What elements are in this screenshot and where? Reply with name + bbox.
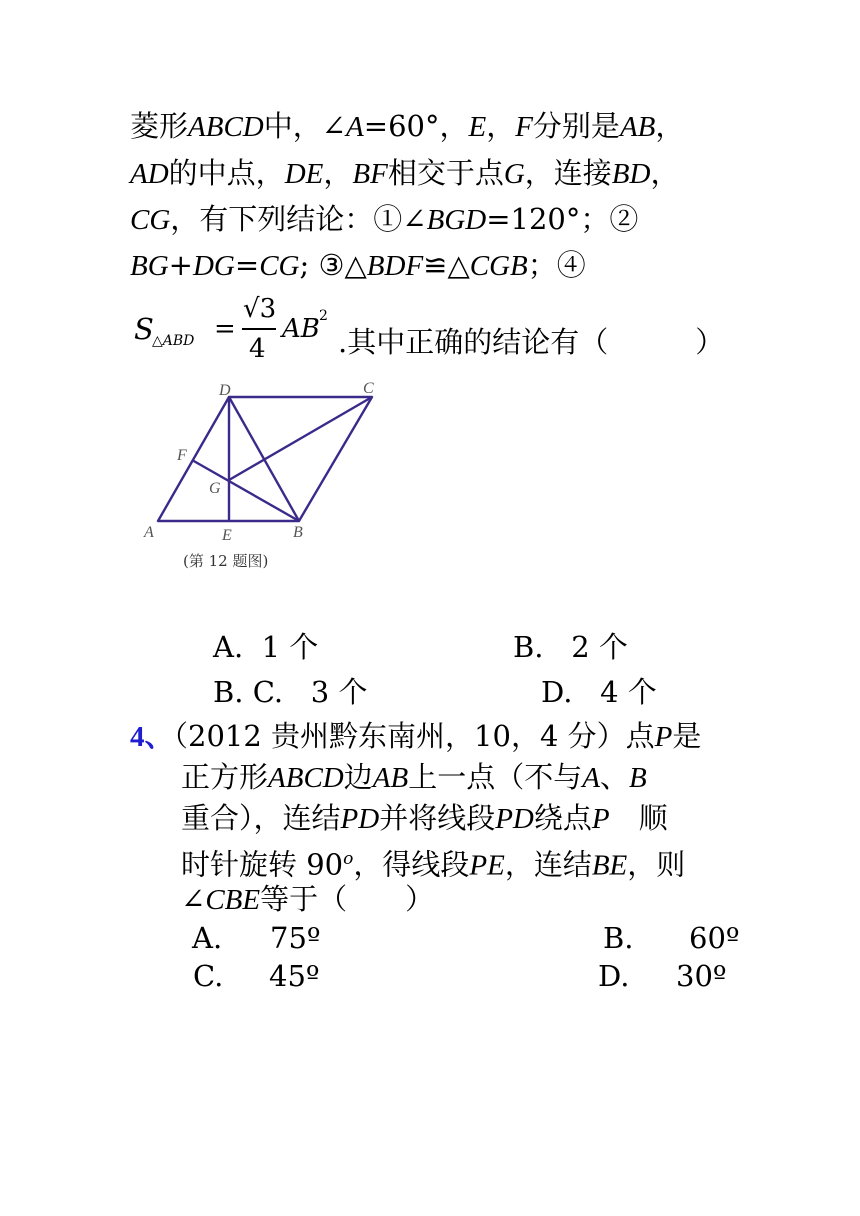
label-c: C <box>363 380 374 397</box>
label-f: F <box>177 447 187 464</box>
formula-equals: = <box>214 314 236 344</box>
figure-caption: (第 12 题图) <box>183 552 269 570</box>
q3-line-1: 菱形ABCD中，∠A=60°，E，F分别是AB， <box>130 109 685 143</box>
formula-ab: AB <box>282 314 320 344</box>
q4-line-1: 4、（2012 贵州黔东南州，10，4 分）点P是 <box>130 719 702 753</box>
q4-line-2: 正方形ABCD边AB上一点（不与A、B <box>181 760 647 794</box>
q4-option-d: D. <box>598 959 630 993</box>
q4-option-c: C. <box>193 959 224 993</box>
q4-option-c-value: 45º <box>269 959 320 993</box>
label-d: D <box>219 382 231 399</box>
formula-numerator: √3 <box>243 294 277 324</box>
formula-s: S <box>134 312 154 346</box>
q4-line-3: 重合），连结PD并将线段PD绕点P 顺 <box>181 801 668 835</box>
q3-option-b: B. 2 个 <box>513 630 628 664</box>
segment-cg <box>229 397 372 480</box>
q3-line-4: BG+DG=CG; ③△BDF≌△CGB；④ <box>130 248 586 282</box>
q3-line-2: AD的中点，DE，BF相交于点G，连接BD， <box>130 156 680 190</box>
formula-subscript: △ABD <box>152 333 195 349</box>
rhombus-figure <box>140 376 390 546</box>
q4-option-a: A. <box>192 921 223 955</box>
q3-option-a: A. 1 个 <box>213 630 319 664</box>
label-e: E <box>222 527 232 544</box>
formula-denominator: 4 <box>249 334 266 364</box>
label-g: G <box>209 480 221 497</box>
q4-option-b: B. <box>603 921 634 955</box>
q3-option-d: D. 4 个 <box>541 675 657 709</box>
q3-option-c: B. C. 3 个 <box>213 675 368 709</box>
label-a: A <box>144 524 154 541</box>
q4-line-4: 时针旋转 90$^o$，得线段PE，连结BE，则 <box>181 847 686 882</box>
q3-line-5-tail: .其中正确的结论有（ ） <box>338 325 725 359</box>
q4-line-5: ∠CBE等于（ ） <box>181 882 435 916</box>
formula-exponent: 2 <box>319 308 328 324</box>
q4-number: 4、 <box>130 721 174 753</box>
fraction-bar <box>242 328 276 330</box>
label-b: B <box>293 524 303 541</box>
q4-option-a-value: 75º <box>270 921 321 955</box>
q3-line-3: CG，有下列结论：①∠BGD=120°；② <box>130 202 639 236</box>
q4-option-b-value: 60º <box>689 921 740 955</box>
q4-option-d-value: 30º <box>676 959 727 993</box>
